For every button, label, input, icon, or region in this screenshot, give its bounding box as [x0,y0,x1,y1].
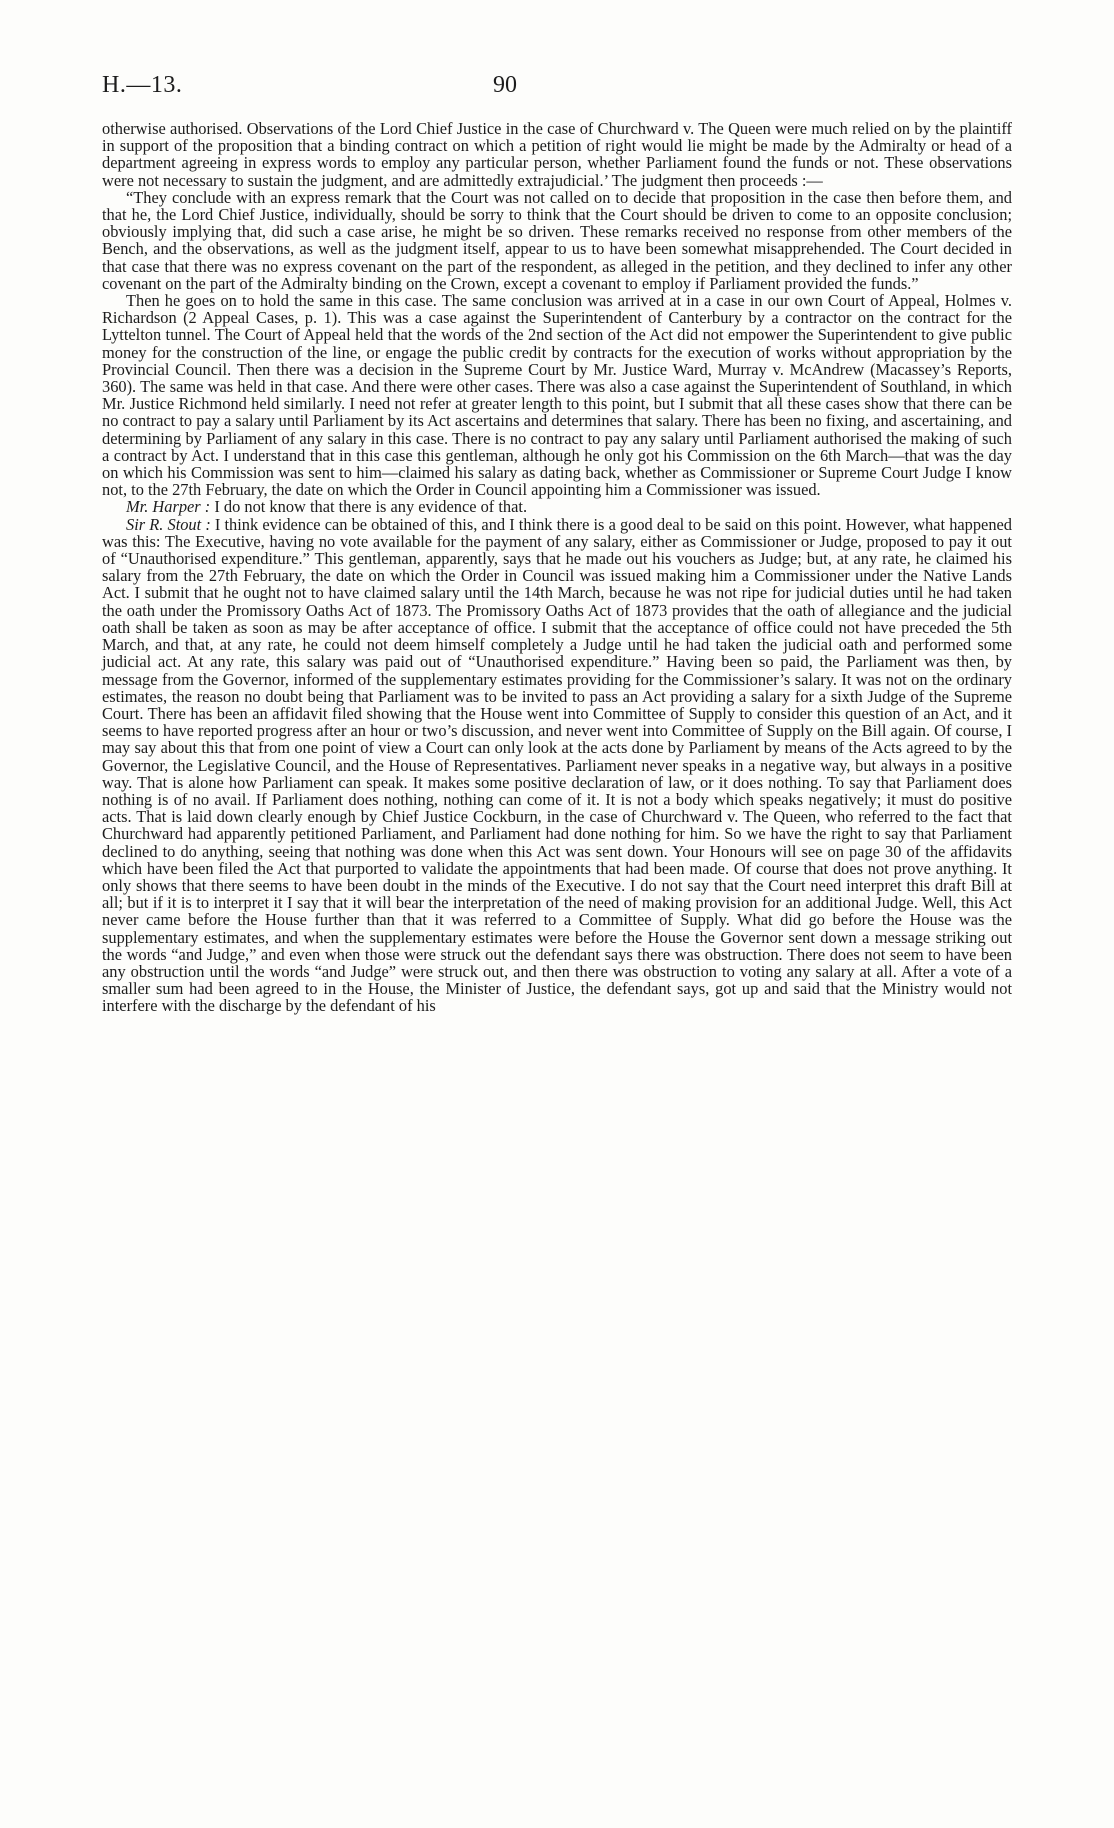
paragraph-text: Then he goes on to hold the same in this case. The same conclusion was arrived at in a case in our own Court of Appeal, Holmes v. Richardson (2 Appeal Cases, p. 1). This was a case against the Superintendent of Canterbury by a contractor on the contract for the Lyttelton tunnel. The Court of Appeal held that the words of the 2nd section of the Act did not empower the Superintendent to give public money for the construction of the line, or engage the public credit by contracts for the execution of works without appropriation by the Provincial Council. Then there was a decision in the Supreme Court by Mr. Justice Ward, Murray v. McAndrew (Macassey’s Reports, 360). The same was held in that case. And there were other cases. There was also a case against the Superintendent of Southland, in which Mr. Justice Richmond held similarly. I need not refer at greater length to this point, but I submit that all these cases show that there can be no contract to pay a salary until Parliament by its Act ascertains and determines that salary. There has been no fixing, and ascertaining, and determining by Parliament of any salary in this case. There is no contract to pay any salary until Parliament authorised the making of such a contract by Act. I understand that in this case this gentleman, although he only got his Commission on the 6th March—that was the day on which his Commission was sent to him—claimed his salary as dating back, whether as Commissioner or Supreme Court Judge I know not, to the 27th February, the date on which the Order in Council appointing him a Commissioner was issued. [102,291,1012,500]
paragraph-text: I do not know that there is any evidence of that. [214,497,528,517]
paragraph-1 [102,120,1012,189]
paragraph-text: “They conclude with an express remark that the Court was not called on to decide that proposition in the case then before them, and that he, the Lord Chief Justice, individually, should be sorry to think that the Court should be driven to come to an opposite conclusion; obviously implying that, did such a case arise, he might be so driven. These remarks received no response from other members of the Bench, and the observations, as well as the judgment itself, appear to us to have been somewhat misapprehended. The Court decided in that case that there was no express covenant on the part of the respondent, as alleged in the petition, and they declined to infer any other covenant on the part of the Admiralty binding on the Crown, except a covenant to employ if Parliament provided the funds.” [102,187,1012,293]
body-text [102,120,1012,1015]
paragraph-5 [102,516,1012,1015]
document-reference: H.—13. [102,72,183,98]
paragraph-4 [102,498,1012,515]
page-number: 90 [493,72,517,98]
paragraph-text: I think evidence can be obtained of this, and I think there is a good deal to be said on this point. However, what happened was this: The Executive, having no vote available for the payment of any salary, either as Commissioner or Judge, proposed to pay it out of “Unauthorised expenditure.” This gentleman, apparently, says that he made out his vouchers as Judge; but, at any rate, he claimed his salary from the 27th February, the date on which the Order in Council was issued making him a Commissioner under the Native Lands Act. I submit that he ought not to have claimed salary until the 14th March, because he was not ripe for judicial duties until he had taken the oath under the Promissory Oaths Act of 1873. The Promissory Oaths Act of 1873 provides that the oath of allegiance and the judicial oath shall be taken as soon as may be after acceptance of office. I submit that the acceptance of office could not have preceded the 5th March, and that, at any rate, he could not deem himself completely a Judge until he had taken the judicial oath and performed some judicial act. At any rate, this salary was paid out of “Unauthorised expenditure.” Having been so paid, the Parliament was then, by message from the Governor, informed of the supplementary estimates providing for the Commissioner’s salary. It was not on the ordinary estimates, the reason no doubt being that Parliament was to be invited to pass an Act providing a salary for a sixth Judge of the Supreme Court. There has been an affidavit filed showing that the House went into Committee of Supply to consider this question of an Act, and it seems to have reported progress after an hour or two’s discussion, and never went into Committee of Supply on the Bill again. Of course, I may say about this that from one point of view a Court can only look at the acts done by Parliament by means of the Acts agreed to by the Governor, the Legislative Council, and the House of Representatives. Parliament never speaks in a negative way, but always in a positive way. That is alone how Parliament can speak. It makes some positive declaration of law, or it does nothing. To say that Parliament does nothing is of no avail. If Parliament does nothing, nothing can come of it. It is not a body which speaks negatively; it must do positive acts. That is laid down clearly enough by Chief Justice Cockburn, in the case of Churchward v. The Queen, who referred to the fact that Churchward had apparently petitioned Parliament, and Parliament had done nothing for him. So we have the right to say that Parliament declined to do anything, seeing that nothing was done when this Act was sent down. Your Honours will see on page 30 of the affidavits which have been filed the Act that purported to validate the appointments that had been made. Of course that does not prove anything. It only shows that there seems to have been doubt in the minds of the Executive. I do not say that the Court need interpret this draft Bill at all; but if it is to interpret it I say that it will bear the interpretation of the need of making provision for an additional Judge. Well, this Act never came before the House further than that it was referred to a Committee of Supply. What did go before the House was the supplementary estimates, and when the supplementary estimates were before the House the Governor sent down a message striking out the words “and Judge,” and even when those were struck out the defendant says there was obstruction. There does not seem to have been any obstruction until the words “and Judge” were struck out, and then there was obstruction to voting any salary at all. After a vote of a smaller sum had been agreed to in the House, the Minister of Justice, the defendant says, got up and said that the Ministry would not interfere with the discharge by the defendant of his [102,514,1012,1016]
paragraph-text: otherwise authorised. Observations of the Lord Chief Justice in the case of Churchward v. The Queen were much relied on by the plaintiff in support of the proposition that a binding contract on which a petition of right would lie might be made by the Admiralty or head of a department agreeing in express words to employ any particular person, whether Parliament found the funds or not. These observations were not necessary to sustain the judgment, and are admittedly extrajudicial.’ The judgment then proceeds :— [102,119,1012,190]
paragraph-3 [102,292,1012,498]
speaker-name: Mr. Harper : [126,497,211,517]
page-header [102,72,1012,112]
speaker-name: Sir R. Stout : [126,514,211,534]
paragraph-2 [102,189,1012,292]
